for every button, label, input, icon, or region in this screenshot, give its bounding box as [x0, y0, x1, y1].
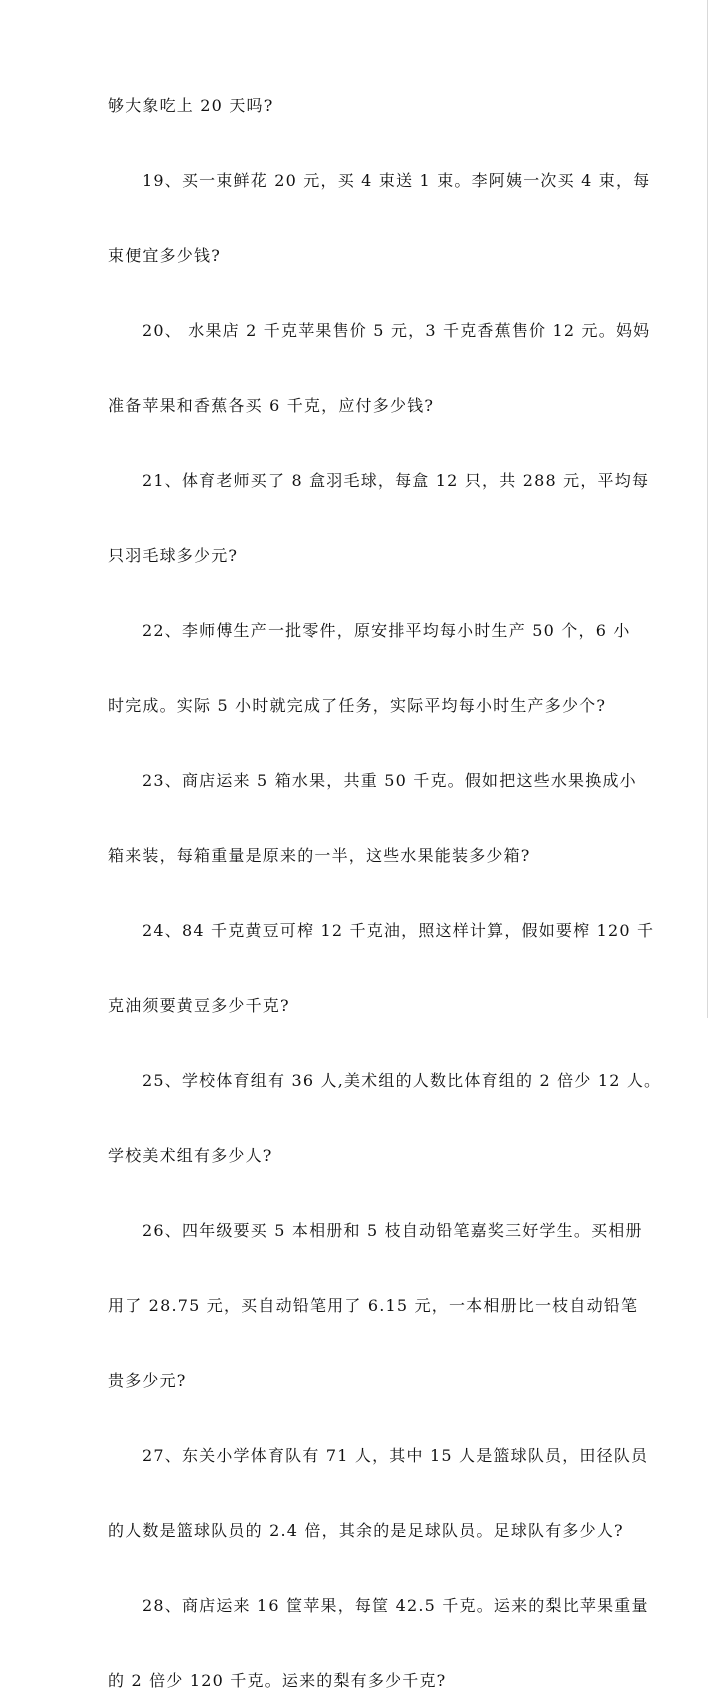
document-body — [108, 89, 662, 1698]
text-line: 20、 水果店 2 千克苹果售价 5 元，3 千克香蕉售价 12 元。妈妈 — [142, 321, 651, 340]
text-line: 的人数是篮球队员的 2.4 倍，其余的是足球队员。足球队有多少人? — [108, 1521, 624, 1540]
text-line: 用了 28.75 元，买自动铅笔用了 6.15 元，一本相册比一枝自动铅笔 — [108, 1296, 639, 1315]
page-edge-divider — [707, 0, 708, 1018]
text-line: 28、商店运来 16 筐苹果，每筐 42.5 千克。运来的梨比苹果重量 — [142, 1596, 649, 1615]
text-line: 时完成。实际 5 小时就完成了任务，实际平均每小时生产多少个? — [108, 696, 607, 715]
question-28 — [108, 1589, 649, 1698]
text-line: 学校美术组有多少人? — [108, 1146, 273, 1165]
question-26 — [108, 1214, 643, 1398]
text-line: 21、体育老师买了 8 盒羽毛球，每盒 12 只，共 288 元，平均每 — [142, 471, 650, 490]
text-line: 束便宜多少钱? — [108, 246, 221, 265]
text-line: 只羽毛球多少元? — [108, 546, 239, 565]
question-22 — [108, 614, 631, 723]
text-line: 贵多少元? — [108, 1371, 187, 1390]
text-line: 准备苹果和香蕉各买 6 千克，应付多少钱? — [108, 396, 435, 415]
text-line: 19、买一束鲜花 20 元，买 4 束送 1 束。李阿姨一次买 4 束，每 — [142, 171, 651, 190]
text-line: 22、李师傅生产一批零件，原安排平均每小时生产 50 个，6 小 — [142, 621, 631, 640]
question-19 — [108, 164, 651, 273]
text-line: 25、学校体育组有 36 人,美术组的人数比体育组的 2 倍少 12 人。 — [142, 1071, 662, 1090]
question-20 — [108, 314, 651, 423]
question-27 — [108, 1439, 649, 1548]
text-line: 27、东关小学体育队有 71 人，其中 15 人是篮球队员，田径队员 — [142, 1446, 649, 1465]
text-line: 24、84 千克黄豆可榨 12 千克油，照这样计算，假如要榨 120 千 — [142, 921, 655, 940]
text-line: 26、四年级要买 5 本相册和 5 枝自动铅笔嘉奖三好学生。买相册 — [142, 1221, 643, 1240]
text-line: 23、商店运来 5 箱水果，共重 50 千克。假如把这些水果换成小 — [142, 771, 637, 790]
question-21 — [108, 464, 650, 573]
text-line: 箱来装，每箱重量是原来的一半，这些水果能装多少箱? — [108, 846, 531, 865]
text-line: 的 2 倍少 120 千克。运来的梨有多少千克? — [108, 1671, 447, 1690]
question-23 — [108, 764, 637, 873]
text-line: 够大象吃上 20 天吗? — [108, 96, 274, 115]
question-24 — [108, 914, 655, 1023]
text-line: 克油须要黄豆多少千克? — [108, 996, 290, 1015]
question-25 — [108, 1064, 662, 1173]
paragraph-continuation — [108, 89, 614, 123]
